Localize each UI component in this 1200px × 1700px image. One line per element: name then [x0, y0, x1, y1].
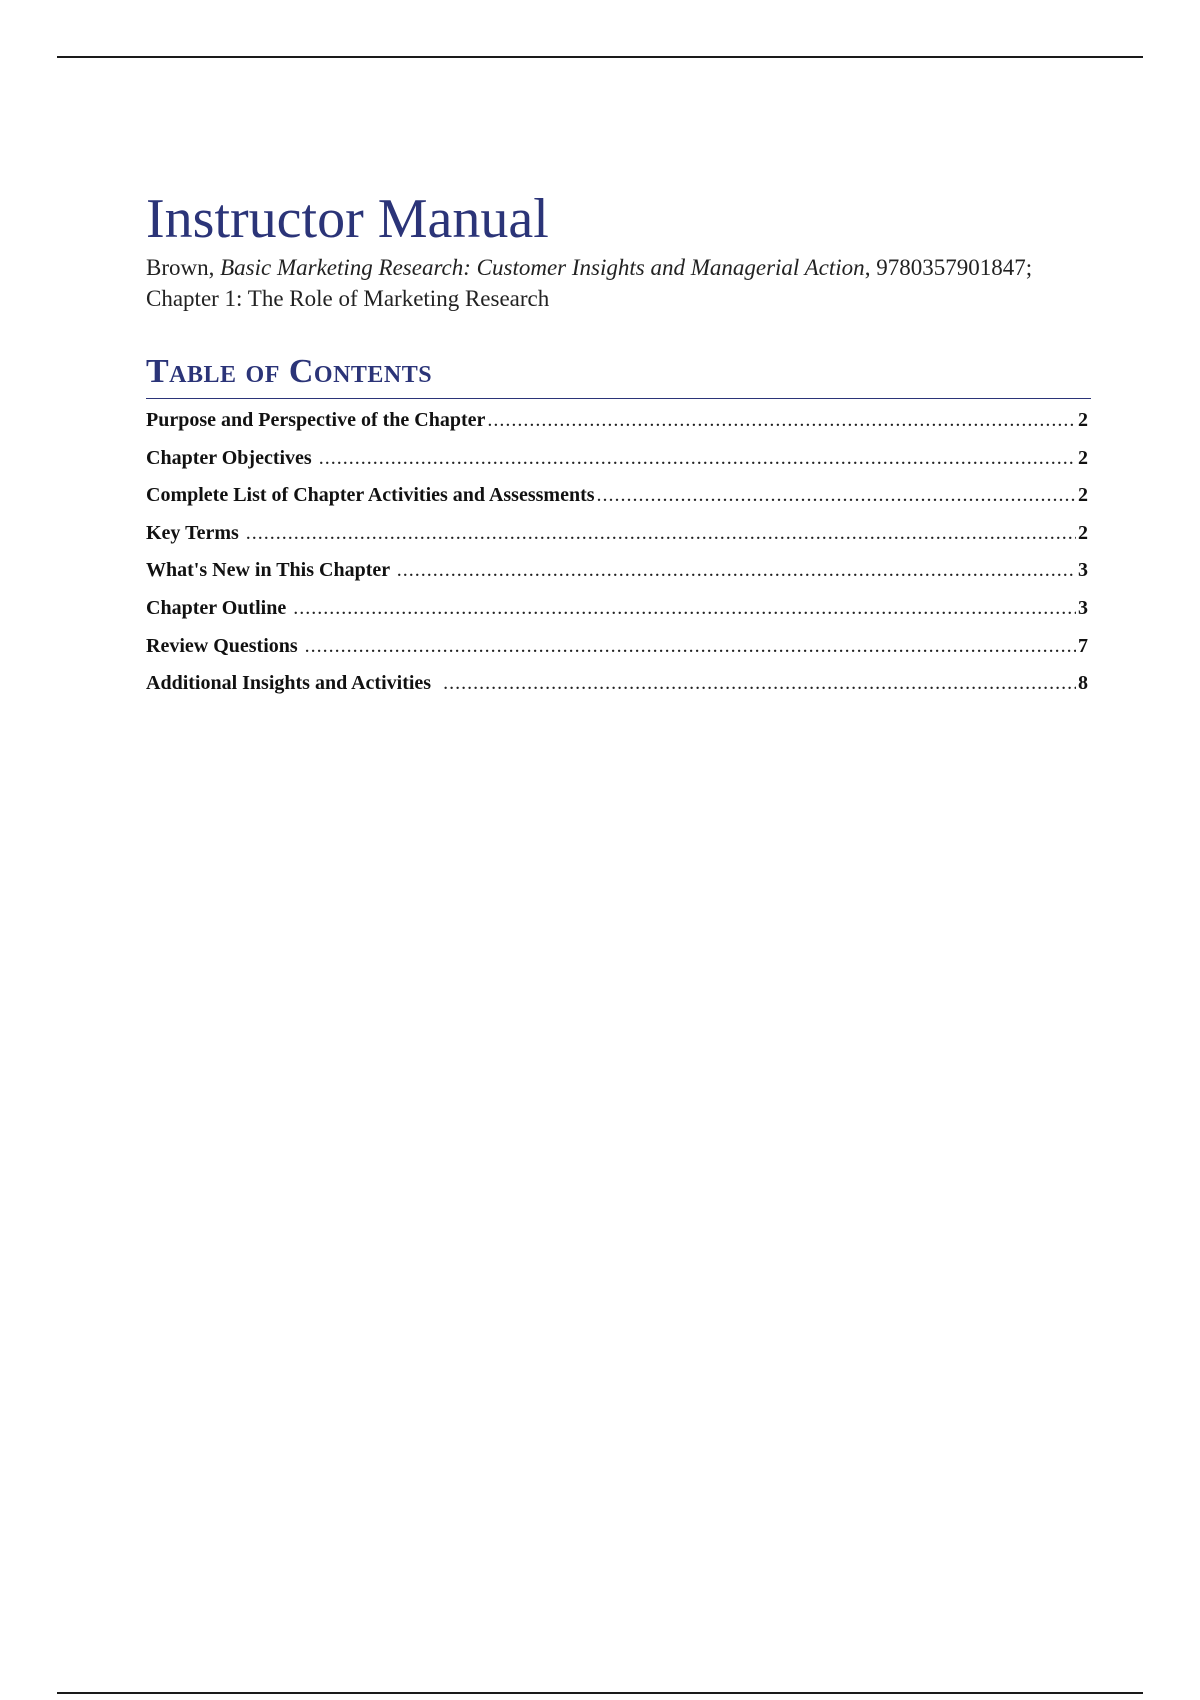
toc-entry-label: What's New in This Chapter	[146, 559, 395, 582]
footer-rule	[57, 1692, 1143, 1694]
page-content	[146, 186, 1091, 710]
toc-entry-label: Chapter Outline	[146, 596, 292, 619]
chapter-title: Chapter 1: The Role of Marketing Research	[146, 286, 550, 311]
toc-entry-page: 2	[1078, 409, 1088, 431]
toc-entry-label: Additional Insights and Activities	[146, 672, 442, 695]
toc-entry-objectives[interactable]	[146, 447, 1088, 485]
toc-entry-page: 3	[1078, 596, 1088, 619]
toc-entry-label: Complete List of Chapter Activities and Assessments	[146, 484, 595, 507]
table-of-contents	[146, 409, 1088, 710]
dot-leader	[319, 447, 1076, 470]
toc-entry-label: Chapter Objectives	[146, 446, 317, 469]
toc-entry-outline[interactable]	[146, 597, 1088, 635]
toc-entry-page: 7	[1078, 634, 1088, 657]
toc-entry-key-terms[interactable]	[146, 522, 1088, 560]
toc-entry-page: 3	[1078, 559, 1088, 582]
toc-entry-purpose[interactable]	[146, 409, 1088, 447]
toc-entry-page: 8	[1078, 672, 1088, 695]
toc-entry-whats-new[interactable]	[146, 559, 1088, 597]
toc-entry-page: 2	[1078, 446, 1088, 469]
toc-entry-label: Purpose and Perspective of the Chapter	[146, 409, 486, 431]
book-citation	[146, 252, 1091, 283]
toc-entry-additional-insights[interactable]	[146, 672, 1088, 710]
toc-entry-label: Review Questions	[146, 634, 303, 657]
toc-entry-activities[interactable]	[146, 484, 1088, 522]
dot-leader	[443, 672, 1076, 695]
dot-leader	[305, 635, 1076, 658]
toc-entry-review-questions[interactable]	[146, 635, 1088, 673]
header-rule	[57, 56, 1143, 58]
document-title: Instructor Manual	[146, 188, 549, 250]
toc-entry-label: Key Terms	[146, 521, 244, 544]
toc-entry-page: 2	[1078, 521, 1088, 544]
isbn: , 9780357901847;	[864, 255, 1033, 280]
book-title: Basic Marketing Research: Customer Insights and Managerial Action	[220, 255, 865, 280]
dot-leader	[246, 522, 1076, 545]
dot-leader	[397, 559, 1076, 582]
toc-heading: Table of Contents	[146, 352, 1091, 399]
dot-leader	[293, 597, 1076, 620]
author-prefix: Brown,	[146, 255, 221, 280]
dot-leader	[487, 409, 1076, 432]
document-subtitle	[146, 252, 1091, 314]
toc-entry-page: 2	[1078, 484, 1088, 507]
dot-leader	[597, 484, 1076, 507]
